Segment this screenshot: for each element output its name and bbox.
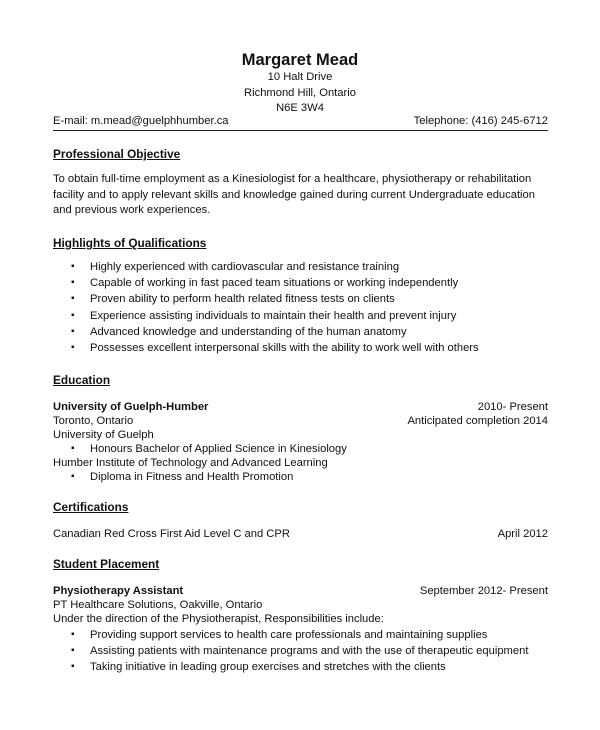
placement-employer: PT Healthcare Solutions, Oakville, Ontario bbox=[53, 599, 263, 611]
postal-code: N6E 3W4 bbox=[276, 102, 324, 114]
duty-item: ▪ Taking initiative in leading group exercises and stretches with the clients bbox=[53, 659, 548, 675]
certification-row bbox=[53, 527, 548, 541]
placement-heading: Student Placement bbox=[53, 557, 160, 571]
certification-date: April 2012 bbox=[497, 528, 548, 540]
address-line-1: 10 Halt Drive bbox=[267, 71, 333, 83]
anticipated-completion: Anticipated completion 2014 bbox=[407, 415, 548, 427]
certification-name: Canadian Red Cross First Aid Level C and CPR bbox=[53, 528, 290, 540]
diploma-list bbox=[53, 470, 548, 484]
email: E-mail: m.mead@guelphhumber.ca bbox=[53, 115, 229, 127]
highlight-item: ▪ Highly experienced with cardiovascular and resistance training bbox=[53, 259, 548, 275]
objective-section bbox=[53, 146, 548, 219]
placement-title: Physiotherapy Assistant bbox=[53, 585, 184, 597]
highlight-item: ▪ Advanced knowledge and understanding of the human anatomy bbox=[53, 324, 548, 340]
placement-title-row bbox=[53, 584, 548, 598]
objective-heading: Professional Objective bbox=[53, 147, 181, 161]
objective-text: To obtain full-time employment as a Kinesiologist for a healthcare, physiotherapy or rehabilitation facility and to apply relevant skills and knowledge gained during current Undergraduate education and previous work experiences. bbox=[53, 173, 535, 217]
placement-intro: Under the direction of the Physiotherapist, Responsibilities include: bbox=[53, 613, 384, 625]
diploma: ▪ Diploma in Fitness and Health Promotion bbox=[53, 470, 548, 484]
degree: ▪ Honours Bachelor of Applied Science in Kinesiology bbox=[53, 442, 548, 456]
highlights-list bbox=[53, 259, 548, 356]
highlight-item: ▪ Capable of working in fast paced team situations or working independently bbox=[53, 275, 548, 291]
certifications-heading: Certifications bbox=[53, 500, 129, 514]
contact-row bbox=[53, 114, 548, 131]
resume-header bbox=[0, 50, 600, 117]
highlight-item: ▪ Experience assisting individuals to maintain their health and prevent injury bbox=[53, 308, 548, 324]
education-section bbox=[53, 372, 548, 484]
school-name: University of Guelph-Humber bbox=[53, 401, 209, 413]
telephone: Telephone: (416) 245-6712 bbox=[413, 115, 548, 127]
placement-section bbox=[53, 556, 548, 676]
school-location: Toronto, Ontario bbox=[53, 415, 134, 427]
education-heading: Education bbox=[53, 373, 111, 387]
placement-dates: September 2012- Present bbox=[419, 585, 548, 597]
institute-name: Humber Institute of Technology and Advanced Learning bbox=[53, 457, 328, 469]
highlights-section bbox=[53, 235, 548, 356]
address-line-2: Richmond Hill, Ontario bbox=[244, 86, 356, 99]
duty-item: ▪ Providing support services to health care professionals and maintaining supplies bbox=[53, 627, 548, 643]
education-dates: 2010- Present bbox=[477, 401, 548, 413]
duty-item: ▪ Assisting patients with maintenance programs and with the use of therapeutic equipment bbox=[53, 643, 548, 659]
highlights-heading: Highlights of Qualifications bbox=[53, 236, 207, 250]
placement-duties bbox=[53, 627, 548, 676]
candidate-name: Margaret Mead bbox=[241, 51, 359, 69]
university-name: University of Guelph bbox=[53, 429, 154, 441]
degree-list bbox=[53, 442, 548, 456]
highlight-item: ▪ Possesses excellent interpersonal skills with the ability to work well with others bbox=[53, 340, 548, 356]
certifications-section bbox=[53, 499, 548, 541]
education-school-row bbox=[53, 400, 548, 414]
education-location-row bbox=[53, 414, 548, 428]
highlight-item: ▪ Proven ability to perform health related fitness tests on clients bbox=[53, 291, 548, 307]
